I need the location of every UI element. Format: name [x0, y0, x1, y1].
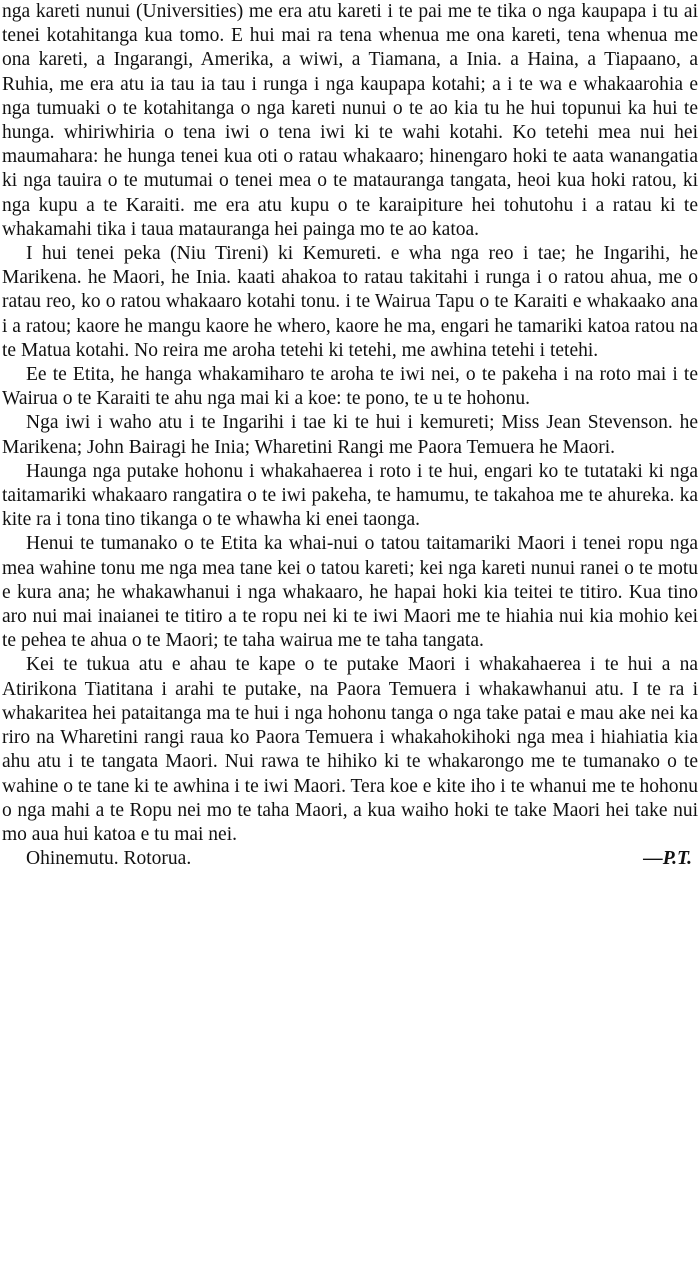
signoff-author: —P.T. — [643, 848, 692, 870]
article-page — [2, 0, 698, 871]
paragraph-maori-topic: Kei te tukua atu e ahau te kape o te putake Maori i whakahaerea i te hui a na Atirikona Tiatitana i arahi te putake, na Paora Temuera i whakawhanui atu. I te ra i whakaritea hei pataitanga ma te hui i nga hohonu tanga o nga take patai e mau ake nei ka riro na Wharetini rangi raua ko Paora Temuera i whakahokihoki nga mea i hiahiatia kia ahu atu i te tangata Maori. Nui rawa te hihiko ki te whakarongo me te tumanako o te wahine o te tane ki te awhina i te iwi Maori. Tera koe e kite iho i te whanui me te hohonu o nga mahi a te Ropu nei mo te taha Maori, a kua waiho hoki te take Maori hei take nui mo aua hui katoa e tu mai nei. — [2, 654, 698, 845]
paragraph-editor-hope: Henui te tumanako o te Etita ka whai-nui o tatou taitamariki Maori i tenei ropu nga mea wahine tonu me nga mea tane kei o tatou kareti; kei nga kareti nunui ranei o te motu e kura ana; he whakawhanui i nga whakaaro, he hapai hoki kia teitei te titiro. Kua tino aro nui mai inaianei te titiro a te ropu nei ki te iwi Maori me te hiahia nui kia mohio kei te pehea te ahua o te Maori; te taha wairua me te taha tangata. — [2, 533, 698, 652]
paragraph-attendees: Nga iwi i waho atu i te Ingarihi i tae ki te hui i kemureti; Miss Jean Stevenson. he Marikena; John Bairagi he Inia; Wharetini Rangi me Paora Temuera he Maori. — [2, 412, 698, 458]
paragraph-universities: nga kareti nunui (Universities) me era atu kareti i te pai me te tika o nga kaupapa i tu ai tenei kotahitanga kua tomo. E hui mai ra tena whenua me ona kareti, tena whenua me ona kareti, a Ingarangi, Amerika, a wiwi, a Tiamana, a Inia. a Haina, a Tiapaano, a Ruhia, me era atu ia tau ia tau i runga i nga kaupapa kotahi; a i te wa e whakaarohia e nga tumuaki o te kotahitanga o nga kareti nunui o te ao kia tu he hui topunui ka hui te hunga. whiriwhiria o tena iwi o tena iwi ki te wahi kotahi. Ko tetehi mea nui hei maumahara: he hunga tenei kua oti o ratau whakaaro; hinengaro hoki te aata wanangatia ki nga tauira o te mutumai o tenei mea o te matauranga tangata, heoi kua hoki ratou, ki nga kupu a te Karaiti. me era atu kupu o te karaipiture hei tohutohu i a ratau ki te whakamahi tika i taua matauranga hei painga mo te ao katoa. — [2, 1, 698, 240]
paragraph-deep-topics: Haunga nga putake hohonu i whakahaerea i roto i te hui, engari ko te tutataki ki nga taitamariki whakaaro rangatira o te iwi pakeha, te hamumu, te takahoa me te ahureka. ka kite ra i tona tino tikanga o te whawha ki enei taonga. — [2, 460, 698, 531]
paragraph-cambridge-branch: I hui tenei peka (Niu Tireni) ki Kemureti. e wha nga reo i tae; he Ingarihi, he Marikena. he Maori, he Inia. kaati ahakoa to ratau takitahi i runga i o ratou ahua, me o ratau reo, ko o ratou whakaaro kotahi tonu. i te Wairua Tapu o te Karaiti e whakaako ana i a ratou; kaore he mangu kaore he whero, kaore he ma, engari he tamariki katoa ratou na te Matua kotahi. No reira me aroha tetehi ki tetehi, me awhina tetehi i tetehi. — [2, 243, 698, 361]
signoff-place: Ohinemutu. Rotorua. — [26, 848, 192, 870]
paragraph-editor-love: Ee te Etita, he hanga whakamiharo te aroha te iwi nei, o te pakeha i na roto mai i te Wairua o te Karaiti te ahu nga mai ki a koe: te pono, te u te hohonu. — [2, 364, 698, 410]
signoff-line — [2, 847, 698, 871]
